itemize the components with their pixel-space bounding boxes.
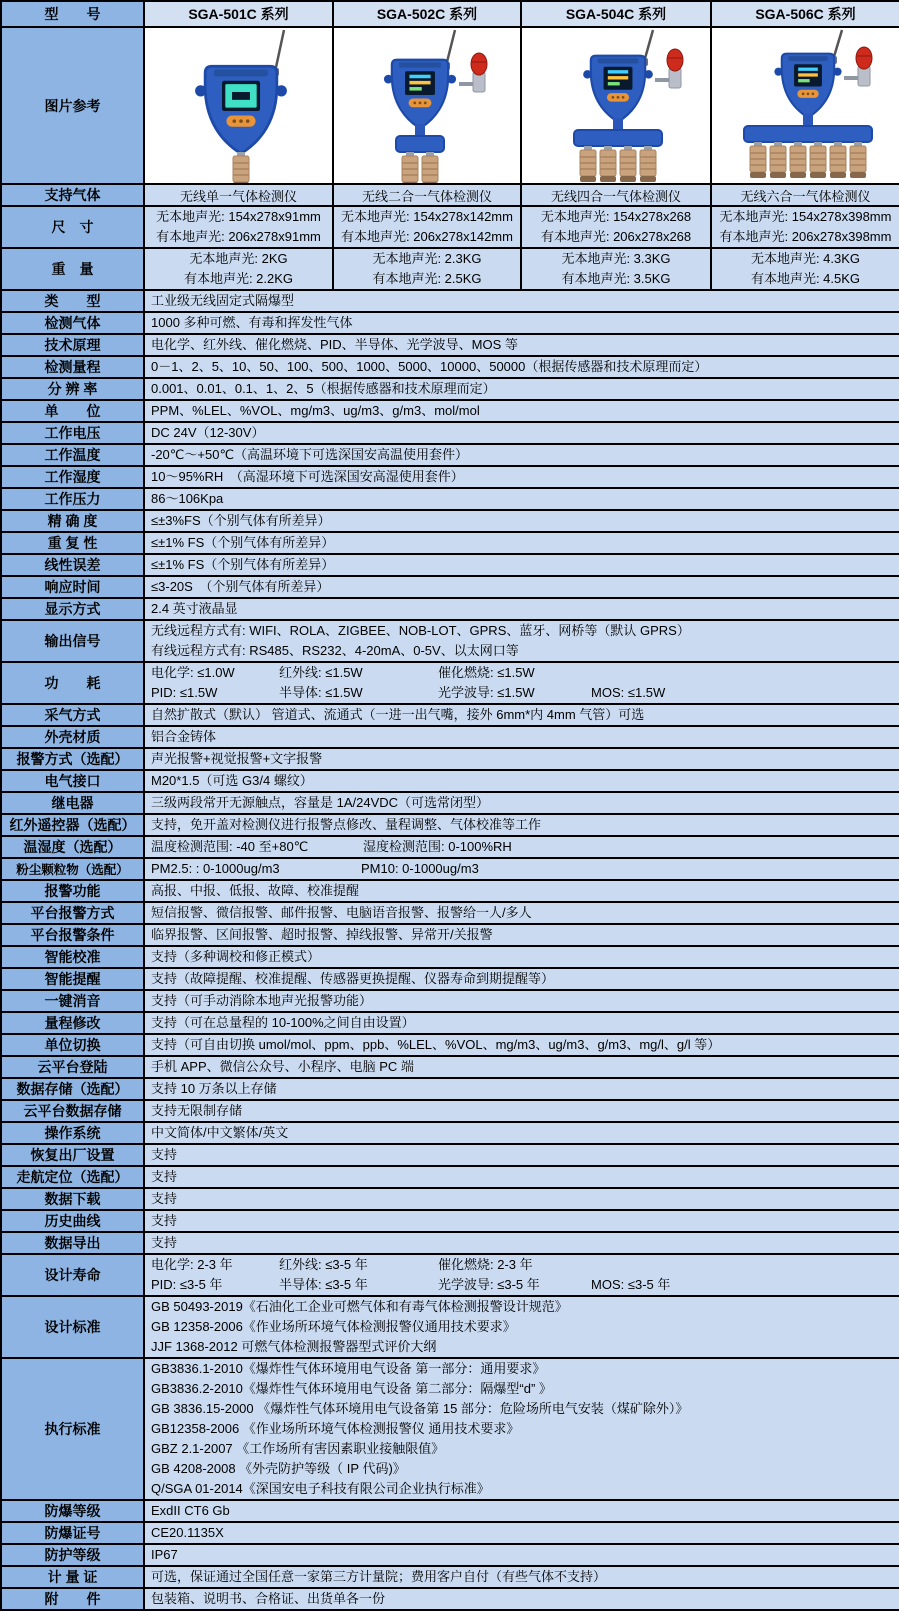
spec-text: PM2.5: : 0-1000ug/m3 — [151, 861, 280, 876]
spec-label-pingtai-baojing-tiaojian: 平台报警条件 — [1, 924, 144, 946]
spec-label-yunpingtai-shuju-cunchu: 云平台数据存储 — [1, 1100, 144, 1122]
spec-label-shuju-cunchu: 数据存储（选配） — [1, 1078, 144, 1100]
image-row — [1, 27, 899, 184]
spec-value-danwei-qiehuan — [144, 1034, 899, 1056]
spec-value-baojing-fangshi — [144, 748, 899, 770]
spec-label-jingquedu: 精 确 度 — [1, 510, 144, 532]
spec-label-huifu-chuchang: 恢复出厂设置 — [1, 1144, 144, 1166]
spec-row-gongzuo-wendu — [1, 444, 899, 466]
spec-value-gongzuo-dianya — [144, 422, 899, 444]
spec-text: 光学波导: ≤1.5W — [438, 685, 535, 700]
spec-text: 红外线: ≤1.5W — [279, 665, 363, 680]
size-sga-504c: 无本地声光: 154x278x268 有本地声光: 206x278x268 — [521, 206, 711, 248]
spec-value-sheji-biaozhun — [144, 1296, 899, 1358]
spec-value-fangbao-dengji — [144, 1500, 899, 1522]
spec-value-fanghu-dengji — [144, 1544, 899, 1566]
spec-row-leixing — [1, 290, 899, 312]
spec-label-fangbao-zhenghao: 防爆证号 — [1, 1522, 144, 1544]
spec-label-shuju-daochu: 数据导出 — [1, 1232, 144, 1254]
spec-label-fanghu-dengji: 防护等级 — [1, 1544, 144, 1566]
spec-text: PPM、%LEL、%VOL、mg/m3、ug/m3、g/m3、mol/mol — [151, 403, 480, 418]
spec-label-gongzuo-dianya: 工作电压 — [1, 422, 144, 444]
spec-text: 支持 — [151, 1191, 178, 1206]
spec-value-baojing-gongneng — [144, 880, 899, 902]
spec-row-xianxing-wucha — [1, 554, 899, 576]
spec-row-pingtai-baojing-tiaojian — [1, 924, 899, 946]
spec-value-sheji-shouming — [144, 1254, 899, 1296]
spec-row-xiangying-shijian — [1, 576, 899, 598]
spec-label-caozuo-xitong: 操作系统 — [1, 1122, 144, 1144]
spec-text: PID: ≤1.5W — [151, 685, 218, 700]
spec-value-gongzuo-wendu — [144, 444, 899, 466]
spec-value-jiance-liangcheng — [144, 356, 899, 378]
spec-text: GB 3836.15-2000 《爆炸性气体环境用电气设备第 15 部分：危险场所电气安装（煤矿除外）》 — [151, 1401, 689, 1416]
image-row-label: 图片参考 — [1, 27, 144, 184]
supported-gas-sga-502c: 无线二合一气体检测仪 — [333, 184, 521, 206]
spec-value-zhineng-jiaozhun — [144, 946, 899, 968]
spec-value-hongwai-yaokongqi — [144, 814, 899, 836]
spec-text: 支持（可在总量程的 10-100%之间自由设置） — [151, 1015, 415, 1030]
spec-label-zhineng-tixing: 智能提醒 — [1, 968, 144, 990]
spec-value-xianshi-fangshi — [144, 598, 899, 620]
spec-text: GB 50493-2019《石油化工企业可燃气体和有毒气体检测报警设计规范》 — [151, 1299, 568, 1314]
spec-value-shuchu-xinhao — [144, 620, 899, 662]
header-model-sga-501c: SGA-501C 系列 — [144, 1, 333, 27]
spec-label-shuju-xiazai: 数据下载 — [1, 1188, 144, 1210]
spec-label-caiqi-fangshi: 采气方式 — [1, 704, 144, 726]
spec-text: 温度检测范围: -40 至+80℃ — [151, 839, 309, 854]
spec-value-yunpingtai-shuju-cunchu — [144, 1100, 899, 1122]
spec-label-fangbao-dengji: 防爆等级 — [1, 1500, 144, 1522]
spec-text: 1000 多种可燃、有毒和挥发性气体 — [151, 315, 353, 330]
supported-gas-sga-504c: 无线四合一气体检测仪 — [521, 184, 711, 206]
spec-value-xiangying-shijian — [144, 576, 899, 598]
spec-row-fangbao-zhenghao — [1, 1522, 899, 1544]
spec-value-jidianqi — [144, 792, 899, 814]
header-model-sga-502c: SGA-502C 系列 — [333, 1, 521, 27]
spec-value-xianxing-wucha — [144, 554, 899, 576]
spec-label-leixing: 类 型 — [1, 290, 144, 312]
spec-label-xianshi-fangshi: 显示方式 — [1, 598, 144, 620]
spec-text: 湿度检测范围: 0-100%RH — [363, 839, 512, 854]
spec-text: 支持（可手动消除本地声光报警功能） — [151, 993, 373, 1008]
spec-row-lishi-quxian — [1, 1210, 899, 1232]
spec-value-pingtai-baojing-fangshi — [144, 902, 899, 924]
spec-text: 红外线: ≤3-5 年 — [279, 1257, 368, 1272]
product-image-sga-506c — [711, 27, 899, 184]
spec-label-baojing-gongneng: 报警功能 — [1, 880, 144, 902]
spec-text: 可选，保证通过全国任意一家第三方计量院；费用客户自付（有些气体不支持） — [151, 1569, 607, 1584]
spec-text: 光学波导: ≤3-5 年 — [438, 1277, 540, 1292]
spec-text: M20*1.5（可选 G3/4 螺纹） — [151, 773, 313, 788]
spec-label-jiliangzheng: 计 量 证 — [1, 1566, 144, 1588]
supported-gas-sga-501c: 无线单一气体检测仪 — [144, 184, 333, 206]
spec-value-jiance-qiti — [144, 312, 899, 334]
weight-sga-502c: 无本地声光: 2.3KG 有本地声光: 2.5KG — [333, 248, 521, 290]
spec-row-shuju-xiazai — [1, 1188, 899, 1210]
spec-text: 临界报警、区间报警、超时报警、掉线报警、异常开/关报警 — [151, 927, 493, 942]
spec-value-gongzuo-shidu — [144, 466, 899, 488]
spec-text: ExdII CT6 Gb — [151, 1503, 230, 1518]
spec-value-shuju-xiazai — [144, 1188, 899, 1210]
spec-text: 支持 — [151, 1213, 178, 1228]
spec-row-jiliangzheng — [1, 1566, 899, 1588]
spec-value-pingtai-baojing-tiaojian — [144, 924, 899, 946]
spec-text: 电化学: 2-3 年 — [151, 1257, 233, 1272]
spec-label-fujian: 附 件 — [1, 1588, 144, 1610]
spec-value-zouhang-dingwei — [144, 1166, 899, 1188]
spec-row-fujian — [1, 1588, 899, 1610]
spec-text: JJF 1368-2012 可燃气体检测报警器型式评价大纲 — [151, 1339, 437, 1354]
spec-row-hongwai-yaokongqi — [1, 814, 899, 836]
spec-label-pingtai-baojing-fangshi: 平台报警方式 — [1, 902, 144, 924]
spec-row-zhixing-biaozhun — [1, 1358, 899, 1500]
spec-row-shuchu-xinhao — [1, 620, 899, 662]
spec-row-fanghu-dengji — [1, 1544, 899, 1566]
spec-text: 0－1、2、5、10、50、100、500、1000、5000、10000、50000（根据传感器和技术原理而定） — [151, 359, 708, 374]
spec-label-liangcheng-xiugai: 量程修改 — [1, 1012, 144, 1034]
spec-text: 支持 — [151, 1235, 178, 1250]
spec-row-sheji-shouming — [1, 1254, 899, 1296]
spec-label-sheji-biaozhun: 设计标准 — [1, 1296, 144, 1358]
supported-gas-sga-506c: 无线六合一气体检测仪 — [711, 184, 899, 206]
spec-row-jingquedu — [1, 510, 899, 532]
spec-text: 半导体: ≤3-5 年 — [279, 1277, 368, 1292]
spec-text: 支持（可自由切换 umol/mol、ppm、ppb、%LEL、%VOL、mg/m3、ug/m3、g/m3、mg/l、g/l 等） — [151, 1037, 721, 1052]
spec-row-pingtai-baojing-fangshi — [1, 902, 899, 924]
spec-row-caiqi-fangshi — [1, 704, 899, 726]
spec-value-waike-caizhi — [144, 726, 899, 748]
spec-row-fangbao-dengji — [1, 1500, 899, 1522]
spec-value-fangbao-zhenghao — [144, 1522, 899, 1544]
spec-value-liangcheng-xiugai — [144, 1012, 899, 1034]
spec-row-danwei-qiehuan — [1, 1034, 899, 1056]
spec-text: GB 4208-2008 《外壳防护等级（ IP 代码)》 — [151, 1461, 406, 1476]
spec-value-dianqi-jiekou — [144, 770, 899, 792]
spec-text: 10～95%RH （高湿环境下可选深国安高湿使用套件） — [151, 469, 464, 484]
spec-value-huifu-chuchang — [144, 1144, 899, 1166]
spec-value-shuju-daochu — [144, 1232, 899, 1254]
spec-label-gongzuo-yali: 工作压力 — [1, 488, 144, 510]
spec-label-zouhang-dingwei: 走航定位（选配） — [1, 1166, 144, 1188]
size-sga-501c: 无本地声光: 154x278x91mm 有本地声光: 206x278x91mm — [144, 206, 333, 248]
spec-value-yijian-xiaoyin — [144, 990, 899, 1012]
spec-label-chongfuxing: 重 复 性 — [1, 532, 144, 554]
spec-text: 支持（故障提醒、校准提醒、传感器更换提醒、仪器寿命到期提醒等） — [151, 971, 555, 986]
size-sga-502c: 无本地声光: 154x278x142mm 有本地声光: 206x278x142mm — [333, 206, 521, 248]
spec-label-shuchu-xinhao: 输出信号 — [1, 620, 144, 662]
spec-row-danwei — [1, 400, 899, 422]
spec-text: 铝合金铸体 — [151, 729, 217, 744]
spec-value-jishu-yuanli — [144, 334, 899, 356]
spec-text: -20℃～+50℃（高温环境下可选深国安高温使用套件） — [151, 447, 469, 462]
spec-text: 短信报警、微信报警、邮件报警、电脑语音报警、报警给一人/多人 — [151, 905, 532, 920]
product-image-sga-502c — [333, 27, 521, 184]
spec-text: CE20.1135X — [151, 1525, 224, 1540]
spec-text: GB3836.2-2010《爆炸性气体环境用电气设备 第二部分：隔爆型“d” 》 — [151, 1381, 552, 1396]
spec-row-yijian-xiaoyin — [1, 990, 899, 1012]
spec-text: GB 12358-2006《作业场所环境气体检测报警仪通用技术要求》 — [151, 1319, 516, 1334]
spec-label-yijian-xiaoyin: 一键消音 — [1, 990, 144, 1012]
supported-gas-label: 支持气体 — [1, 184, 144, 206]
spec-value-lishi-quxian — [144, 1210, 899, 1232]
header-row — [1, 1, 899, 27]
spec-text: 支持 — [151, 1147, 178, 1162]
spec-value-jingquedu — [144, 510, 899, 532]
spec-value-fujian — [144, 1588, 899, 1610]
spec-row-dianqi-jiekou — [1, 770, 899, 792]
spec-label-dianqi-jiekou: 电气接口 — [1, 770, 144, 792]
spec-text: 电化学、红外线、催化燃烧、PID、半导体、光学波导、MOS 等 — [151, 337, 518, 352]
spec-value-fenbianlv — [144, 378, 899, 400]
spec-text: 高报、中报、低报、故障、校准提醒 — [151, 883, 360, 898]
spec-row-baojing-fangshi — [1, 748, 899, 770]
spec-text: PID: ≤3-5 年 — [151, 1277, 223, 1292]
spec-text: Q/SGA 01-2014《深国安电子科技有限公司企业执行标准》 — [151, 1481, 490, 1496]
spec-text: 工业级无线固定式隔爆型 — [151, 293, 295, 308]
spec-row-fenbianlv — [1, 378, 899, 400]
spec-label-sheji-shouming: 设计寿命 — [1, 1254, 144, 1296]
spec-label-danwei: 单 位 — [1, 400, 144, 422]
product-image-sga-501c — [144, 27, 333, 184]
spec-label-zhineng-jiaozhun: 智能校准 — [1, 946, 144, 968]
spec-text: 支持 — [151, 1169, 178, 1184]
header-label: 型 号 — [1, 1, 144, 27]
spec-text: 支持，免开盖对检测仪进行报警点修改、量程调整、气体校准等工作 — [151, 817, 542, 832]
spec-row-huifu-chuchang — [1, 1144, 899, 1166]
spec-text: 2.4 英寸液晶显 — [151, 601, 238, 616]
spec-text: 声光报警+视觉报警+文字报警 — [151, 751, 323, 766]
spec-label-jishu-yuanli: 技术原理 — [1, 334, 144, 356]
spec-value-leixing — [144, 290, 899, 312]
header-model-sga-504c: SGA-504C 系列 — [521, 1, 711, 27]
supported-gas-row — [1, 184, 899, 206]
spec-label-hongwai-yaokongqi: 红外遥控器（选配） — [1, 814, 144, 836]
spec-row-shuju-cunchu — [1, 1078, 899, 1100]
spec-text: MOS: ≤1.5W — [591, 685, 666, 700]
spec-value-gonghao — [144, 662, 899, 704]
spec-text: DC 24V（12-30V） — [151, 425, 265, 440]
spec-text: ≤±1% FS（个别气体有所差异） — [151, 557, 335, 572]
header-model-sga-506c: SGA-506C 系列 — [711, 1, 899, 27]
spec-label-jiance-qiti: 检测气体 — [1, 312, 144, 334]
spec-row-fenchen — [1, 858, 899, 880]
weight-label: 重 量 — [1, 248, 144, 290]
spec-text: 0.001、0.01、0.1、1、2、5（根据传感器和技术原理而定） — [151, 381, 496, 396]
weight-sga-504c: 无本地声光: 3.3KG 有本地声光: 3.5KG — [521, 248, 711, 290]
spec-label-fenchen: 粉尘颗粒物（选配） — [1, 858, 144, 880]
spec-value-caozuo-xitong — [144, 1122, 899, 1144]
spec-label-gonghao: 功 耗 — [1, 662, 144, 704]
spec-label-xianxing-wucha: 线性误差 — [1, 554, 144, 576]
spec-label-yunpingtai-denglu: 云平台登陆 — [1, 1056, 144, 1078]
spec-text: ≤±3%FS（个别气体有所差异） — [151, 513, 331, 528]
spec-label-jidianqi: 继电器 — [1, 792, 144, 814]
spec-value-jiliangzheng — [144, 1566, 899, 1588]
spec-label-gongzuo-wendu: 工作温度 — [1, 444, 144, 466]
spec-text: 催化燃烧: ≤1.5W — [438, 665, 535, 680]
spec-text: 催化燃烧: 2-3 年 — [438, 1257, 533, 1272]
spec-value-fenchen — [144, 858, 899, 880]
size-row — [1, 206, 899, 248]
spec-row-sheji-biaozhun — [1, 1296, 899, 1358]
spec-text: 无线远程方式有: WIFI、ROLA、ZIGBEE、NOB-LOT、GPRS、蓝牙、网桥等（默认 GPRS） — [151, 623, 690, 638]
spec-text: 三级两段常开无源触点，容量是 1A/24VDC（可选常闭型） — [151, 795, 490, 810]
spec-text: PM10: 0-1000ug/m3 — [361, 861, 479, 876]
spec-text: 自然扩散式（默认） 管道式、流通式（一进一出气嘴，接外 6mm*内 4mm 气管）可选 — [151, 707, 645, 722]
spec-value-caiqi-fangshi — [144, 704, 899, 726]
spec-text: 支持（多种调校和修正模式） — [151, 949, 321, 964]
spec-text: GB12358-2006 《作业场所环境气体检测报警仪 通用技术要求》 — [151, 1421, 520, 1436]
spec-value-gongzuo-yali — [144, 488, 899, 510]
spec-row-zouhang-dingwei — [1, 1166, 899, 1188]
spec-row-jiance-liangcheng — [1, 356, 899, 378]
weight-sga-506c: 无本地声光: 4.3KG 有本地声光: 4.5KG — [711, 248, 899, 290]
spec-label-gongzuo-shidu: 工作湿度 — [1, 466, 144, 488]
spec-row-gongzuo-dianya — [1, 422, 899, 444]
spec-row-gonghao — [1, 662, 899, 704]
spec-text: 包装箱、说明书、合格证、出货单各一份 — [151, 1591, 386, 1606]
weight-row — [1, 248, 899, 290]
spec-value-yunpingtai-denglu — [144, 1056, 899, 1078]
spec-label-jiance-liangcheng: 检测量程 — [1, 356, 144, 378]
spec-label-zhixing-biaozhun: 执行标准 — [1, 1358, 144, 1500]
spec-row-shuju-daochu — [1, 1232, 899, 1254]
spec-row-liangcheng-xiugai — [1, 1012, 899, 1034]
spec-value-zhixing-biaozhun — [144, 1358, 899, 1500]
spec-label-waike-caizhi: 外壳材质 — [1, 726, 144, 748]
spec-text: 有线远程方式有: RS485、RS232、4-20mA、0-5V、以太网口等 — [151, 643, 519, 658]
spec-value-zhineng-tixing — [144, 968, 899, 990]
spec-row-yunpingtai-shuju-cunchu — [1, 1100, 899, 1122]
spec-value-wenshidu — [144, 836, 899, 858]
spec-row-yunpingtai-denglu — [1, 1056, 899, 1078]
spec-value-shuju-cunchu — [144, 1078, 899, 1100]
spec-text: 支持 10 万条以上存储 — [151, 1081, 277, 1096]
spec-text: 86～106Kpa — [151, 491, 224, 506]
spec-text: ≤3-20S （个别气体有所差异） — [151, 579, 330, 594]
size-sga-506c: 无本地声光: 154x278x398mm 有本地声光: 206x278x398mm — [711, 206, 899, 248]
spec-text: 半导体: ≤1.5W — [279, 685, 363, 700]
spec-text: 中文简体/中文繁体/英文 — [151, 1125, 289, 1140]
spec-row-caozuo-xitong — [1, 1122, 899, 1144]
spec-row-gongzuo-shidu — [1, 466, 899, 488]
spec-row-xianshi-fangshi — [1, 598, 899, 620]
spec-row-jidianqi — [1, 792, 899, 814]
spec-row-zhineng-jiaozhun — [1, 946, 899, 968]
spec-label-lishi-quxian: 历史曲线 — [1, 1210, 144, 1232]
spec-text: 手机 APP、微信公众号、小程序、电脑 PC 端 — [151, 1059, 414, 1074]
spec-row-wenshidu — [1, 836, 899, 858]
spec-row-waike-caizhi — [1, 726, 899, 748]
spec-value-danwei — [144, 400, 899, 422]
spec-text: 电化学: ≤1.0W — [151, 665, 235, 680]
spec-text: MOS: ≤3-5 年 — [591, 1277, 671, 1292]
spec-label-xiangying-shijian: 响应时间 — [1, 576, 144, 598]
spec-text: ≤±1% FS（个别气体有所差异） — [151, 535, 335, 550]
spec-value-chongfuxing — [144, 532, 899, 554]
spec-row-chongfuxing — [1, 532, 899, 554]
spec-row-gongzuo-yali — [1, 488, 899, 510]
spec-label-wenshidu: 温湿度（选配） — [1, 836, 144, 858]
spec-text: IP67 — [151, 1547, 178, 1562]
spec-row-jiance-qiti — [1, 312, 899, 334]
spec-label-danwei-qiehuan: 单位切换 — [1, 1034, 144, 1056]
spec-row-jishu-yuanli — [1, 334, 899, 356]
spec-row-baojing-gongneng — [1, 880, 899, 902]
spec-label-fenbianlv: 分 辨 率 — [1, 378, 144, 400]
size-label: 尺 寸 — [1, 206, 144, 248]
spec-row-zhineng-tixing — [1, 968, 899, 990]
spec-text: GB3836.1-2010《爆炸性气体环境用电气设备 第一部分：通用要求》 — [151, 1361, 546, 1376]
spec-text: GBZ 2.1-2007 《工作场所有害因素职业接触限值》 — [151, 1441, 445, 1456]
weight-sga-501c: 无本地声光: 2KG 有本地声光: 2.2KG — [144, 248, 333, 290]
spec-text: 支持无限制存储 — [151, 1103, 243, 1118]
spec-label-baojing-fangshi: 报警方式（选配） — [1, 748, 144, 770]
product-image-sga-504c — [521, 27, 711, 184]
